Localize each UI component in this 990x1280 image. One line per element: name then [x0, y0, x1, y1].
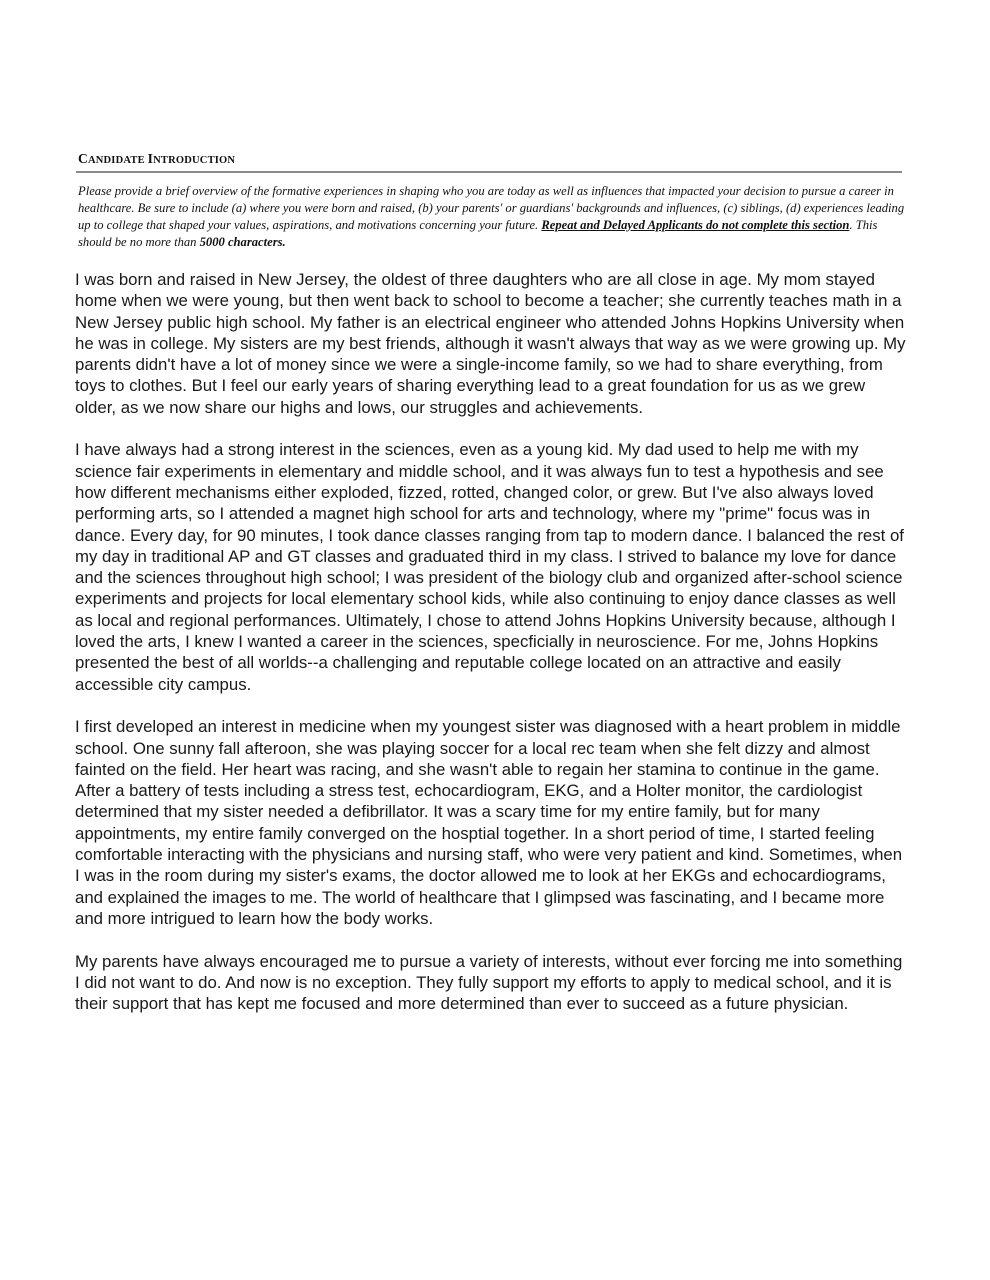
section-title [78, 150, 902, 170]
essay-paragraph-4: My parents have always encouraged me to pursue a variety of interests, without ever forcing me into something I did not want to do. And now is no exception. They fully support my efforts to apply to medical school, and it is their support that has kept me focused and more determined than ever to succeed as a future physician. [75, 951, 903, 1014]
character-limit-prefix: . This should be no more than [78, 218, 878, 249]
instructions-block [78, 183, 908, 251]
section-title-rest-1: ANDIDATE [87, 155, 148, 166]
essay-paragraph-3: I first developed an interest in medicine when my youngest sister was diagnosed with a heart problem in middle school. One sunny fall afteroon, she was playing soccer for a local rec team when she felt dizzy and almost fainted on the field. Her heart was racing, and she wasn't able to regain her stamina to continue in the game. After a battery of tests including a stress test, echocardiogram, EKG, and a Holter monitor, the cardiologist determined that my sister needed a defibrillator. It was a scary time for my entire family, but for many appointments, my entire family converged on the hosptial together. In a short period of time, I started feeling comfortable interacting with the physicians and nursing staff, who were very patient and kind. Sometimes, when I was in the room during my sister's exams, the doctor allowed me to look at her EKGs and echocardiograms, and explained the images to me. The world of healthcare that I glimpsed was fascinating, and I became more and more intrigued to learn how the body works. [75, 717, 903, 928]
essay-paragraph-2: I have always had a strong interest in the sciences, even as a young kid. My dad used to help me with my science fair experiments in elementary and middle school, and it was always fun to test a hypothesis and see how different mechanisms either exploded, fizzed, rotted, changed color, or grew. But I've also always loved performing arts, so I attended a magnet high school for arts and technology, where my "prime" focus was in dance. Every day, for 90 minutes, I took dance classes ranging from tap to modern dance. I balanced the rest of my day in traditional AP and GT classes and graduated third in my class. I strived to balance my love for dance and the sciences throughout high school; I was president of the biology club and organized after-school science experiments and projects for local elementary school kids, while also continuing to enjoy dance classes as well as local and regional performances. Ultimately, I chose to attend Johns Hopkins University because, although I loved the arts, I knew I wanted a career in the sciences, specficially in neuroscience. For me, Johns Hopkins presented the best of all worlds--a challenging and reputable college located on an attractive and easily accessible city campus. [75, 440, 904, 694]
essay-body [75, 269, 907, 1036]
section-title-cap-i: I [147, 151, 154, 166]
essay-paragraph-1: I was born and raised in New Jersey, the oldest of three daughters who are all close in age. My mom stayed home when we were young, but then went back to school to become a teacher; she currently teaches math in a New Jersey public high school. My father is an electrical engineer who attended Johns Hopkins University when he was in college. My sisters are my best friends, although it wasn't always that way as we were growing up. My parents didn't have a lot of money since we were a single-income family, so we had to share everything, from toys to clothes. But I feel our early years of sharing everything lead to a great foundation for us as we grew older, as we now share our highs and lows, our struggles and achievements. [75, 270, 906, 417]
section-title-rest-2: NTRODUCTION [153, 155, 236, 166]
repeat-applicants-warning: Repeat and Delayed Applicants do not complete this section [541, 218, 850, 232]
section-divider [76, 171, 902, 173]
instructions-prompt: Please provide a brief overview of the formative experiences in shaping who you are today as well as influences that impacted your decision to pursue a career in healthcare. Be sure to include (a) where you were born and raised, (b) your parents' or guardians' backgrounds and influences, (c) siblings, (d) experiences leading up to college that shaped your values, aspirations, and motivations concerning your future. [78, 184, 905, 232]
section-title-cap-c: C [78, 151, 88, 166]
character-limit-value: 5000 characters. [199, 235, 286, 249]
